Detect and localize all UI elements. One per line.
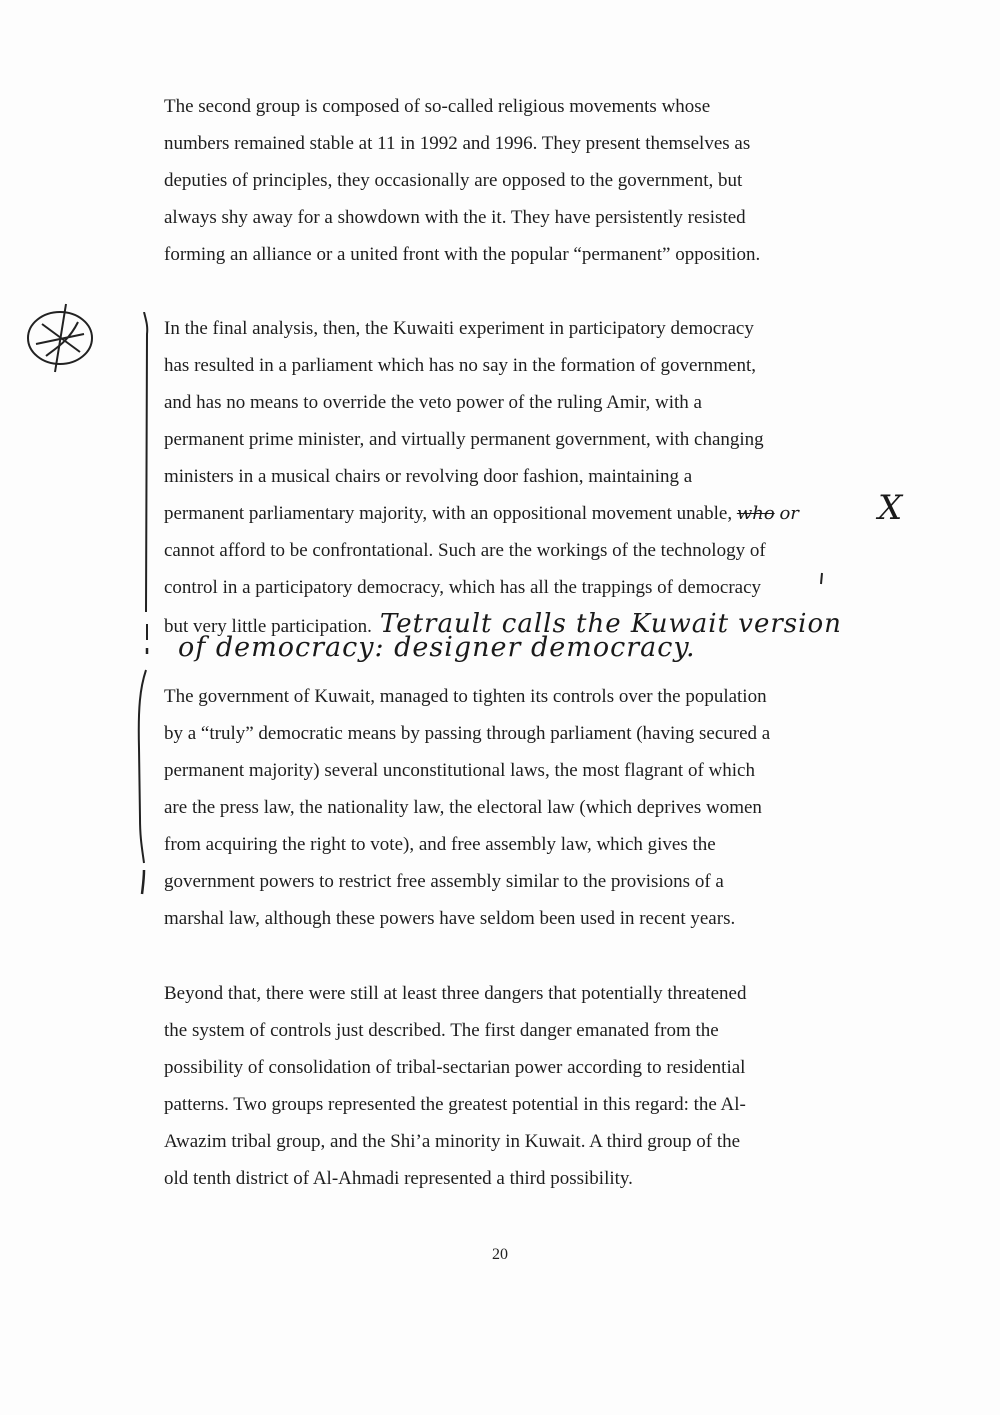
text-line: permanent majority) several unconstitutional laws, the most flagrant of which — [164, 760, 755, 781]
text-line: old tenth district of Al-Ahmadi represented a third possibility. — [164, 1168, 633, 1189]
text-line: are the press law, the nationality law, the electoral law (which deprives women — [164, 797, 762, 818]
text-line: patterns. Two groups represented the greatest potential in this regard: the Al- — [164, 1094, 746, 1115]
text-line: The second group is composed of so-called religious movements whose — [164, 96, 711, 117]
tick-mark — [818, 572, 826, 586]
paragraph-three-dangers — [164, 975, 844, 1197]
handwritten-note-line1: Tetrault calls the Kuwait version — [379, 609, 842, 639]
text-line: In the final analysis, then, the Kuwaiti experiment in participatory democracy — [164, 318, 754, 339]
text-line: has resulted in a parliament which has no say in the formation of government, — [164, 355, 757, 376]
text-line: cannot afford to be confrontational. Such are the workings of the technology of — [164, 540, 766, 561]
page-number: 20 — [492, 1246, 508, 1263]
text-segment: but very little participation. — [164, 616, 372, 637]
text-line: and has no means to override the veto power of the ruling Amir, with a — [164, 392, 702, 413]
text-line — [164, 495, 844, 532]
text-line: Beyond that, there were still at least three dangers that potentially threatened — [164, 983, 747, 1004]
struck-word: who — [736, 503, 775, 524]
text-line: deputies of principles, they occasionally are opposed to the government, but — [164, 170, 743, 191]
text-line: numbers remained stable at 11 in 1992 and 1996. They present themselves as — [164, 133, 751, 154]
text-line: possibility of consolidation of tribal-sectarian power according to residential — [164, 1057, 746, 1078]
paragraph-final-analysis — [164, 310, 844, 645]
text-line: forming an alliance or a united front with the popular “permanent” opposition. — [164, 244, 761, 265]
text-line: permanent prime minister, and virtually permanent government, with changing — [164, 429, 764, 450]
handwritten-note-line2: of democracy: designer democracy. — [178, 632, 696, 663]
inserted-word: or — [779, 503, 799, 524]
text-line: The government of Kuwait, managed to tighten its controls over the population — [164, 686, 767, 707]
text-line: by a “truly” democratic means by passing through parliament (having secured a — [164, 723, 771, 744]
paragraph-government-controls — [164, 678, 844, 937]
text-line: ministers in a musical chairs or revolving door fashion, maintaining a — [164, 466, 693, 487]
text-line: Awazim tribal group, and the Shi’a minority in Kuwait. A third group of the — [164, 1131, 741, 1152]
text-segment: permanent parliamentary majority, with an oppositional movement unable, — [164, 503, 733, 524]
text-line: from acquiring the right to vote), and free assembly law, which gives the — [164, 834, 716, 855]
text-line: control in a participatory democracy, which has all the trappings of democracy — [164, 577, 762, 598]
margin-x-mark: X — [878, 488, 903, 528]
circled-star-mark — [22, 298, 100, 378]
margin-bracket — [138, 312, 158, 657]
text-line: government powers to restrict free assembly similar to the provisions of a — [164, 871, 724, 892]
margin-bracket — [130, 668, 154, 898]
paragraph-religious-movements — [164, 88, 844, 273]
text-line: the system of controls just described. The first danger emanated from the — [164, 1020, 719, 1041]
text-line: always shy away for a showdown with the it. They have persistently resisted — [164, 207, 746, 228]
text-line: marshal law, although these powers have seldom been used in recent years. — [164, 908, 736, 929]
